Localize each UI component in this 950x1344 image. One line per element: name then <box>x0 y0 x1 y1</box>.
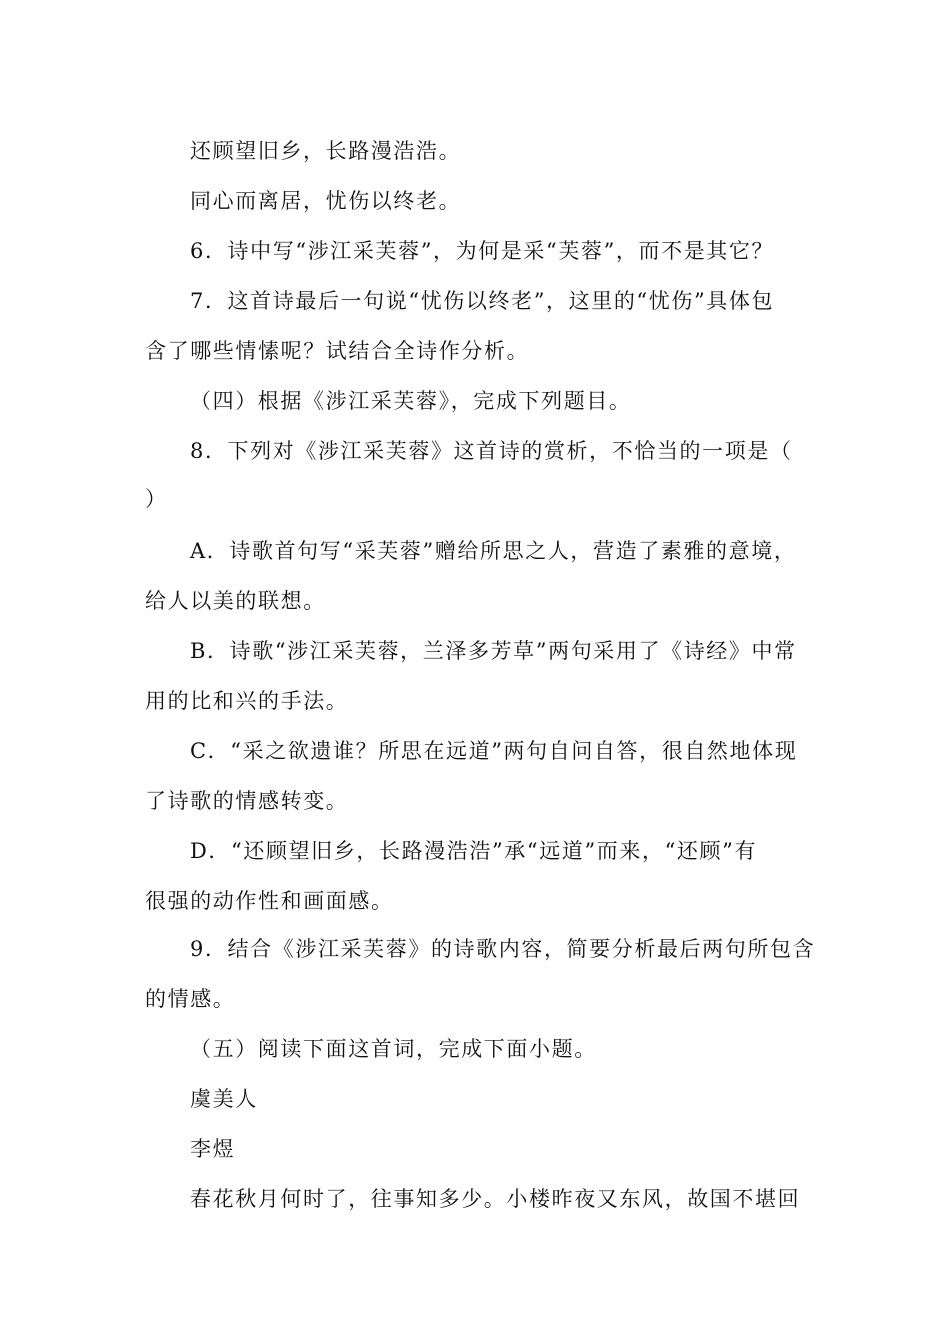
option-a-line-2: 给人以美的联想。 <box>145 589 326 613</box>
poem-author: 李煜 <box>190 1137 236 1161</box>
question-9-line-2: 的情感。 <box>145 987 236 1011</box>
option-c-line-1: C．“采之欲遗谁？所思在远道”两句自问自答，很自然地体现 <box>190 739 798 763</box>
poem-title: 虞美人 <box>190 1087 258 1111</box>
poem2-line-1: 春花秋月何时了，往事知多少。小楼昨夜又东风，故国不堪回 <box>190 1187 801 1211</box>
option-d-line-2: 很强的动作性和画面感。 <box>145 889 394 913</box>
poem-line-2: 同心而离居，忧伤以终老。 <box>190 189 462 213</box>
section-4-heading: （四）根据《涉江采芙蓉》，完成下列题目。 <box>190 389 632 413</box>
question-7-line-2: 含了哪些情愫呢？试结合全诗作分析。 <box>145 339 530 363</box>
question-6: 6．诗中写“涉江采芙蓉”，为何是采“芙蓉”，而不是其它？ <box>190 239 775 263</box>
option-b-line-2: 用的比和兴的手法。 <box>145 689 349 713</box>
option-a-line-1: A．诗歌首句写“采芙蓉”赠给所思之人，营造了素雅的意境， <box>190 539 797 563</box>
question-9-line-1: 9．结合《涉江采芙蓉》的诗歌内容，简要分析最后两句所包含 <box>190 937 816 961</box>
option-d-line-1: D．“还顾望旧乡，长路漫浩浩”承“远道”而来，“还顾”有 <box>190 839 758 863</box>
question-8-line-1: 8．下列对《涉江采芙蓉》这首诗的赏析，不恰当的一项是（ <box>190 439 793 463</box>
poem-line-1: 还顾望旧乡，长路漫浩浩。 <box>190 139 462 163</box>
option-c-line-2: 了诗歌的情感转变。 <box>145 789 349 813</box>
section-5-heading: （五）阅读下面这首词，完成下面小题。 <box>190 1037 597 1061</box>
question-8-line-2: ） <box>145 487 168 511</box>
option-b-line-1: B．诗歌“涉江采芙蓉，兰泽多芳草”两句采用了《诗经》中常 <box>190 639 797 663</box>
question-7-line-1: 7．这首诗最后一句说“忧伤以终老”，这里的“忧伤”具体包 <box>190 289 775 313</box>
